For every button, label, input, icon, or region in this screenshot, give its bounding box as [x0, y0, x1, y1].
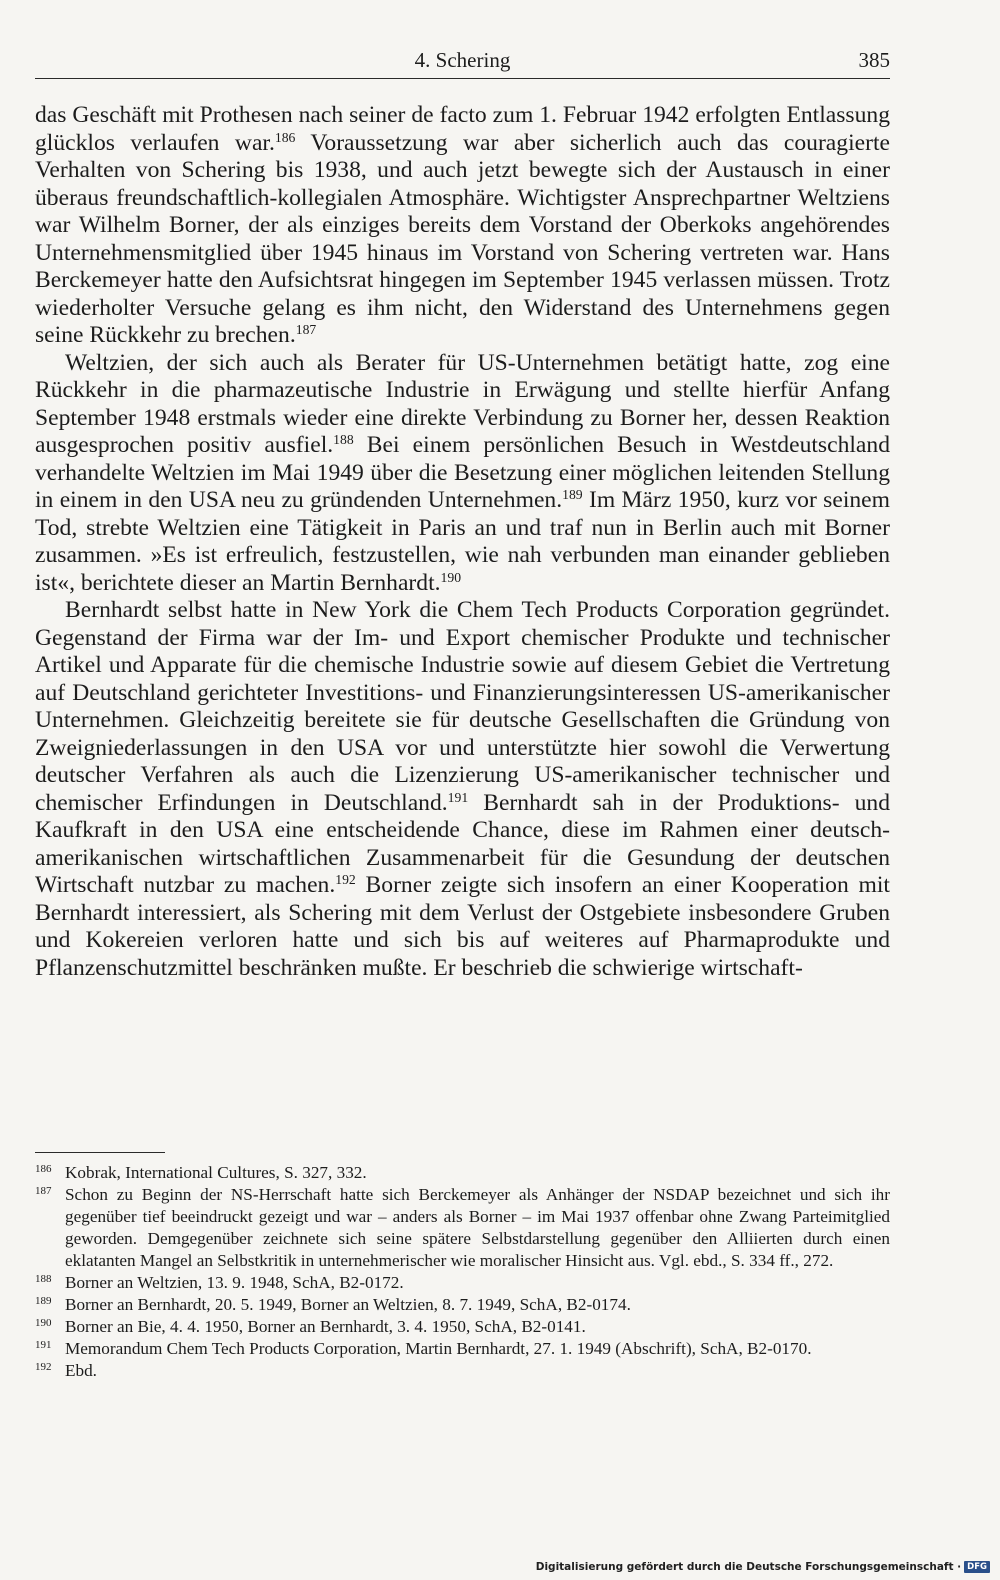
- footnote-188: [35, 1272, 890, 1294]
- footnote-187: [35, 1184, 890, 1272]
- footnote-text: Memorandum Chem Tech Products Corporation, Martin Bernhardt, 27. 1. 1949 (Abschrift), SchA, B2-0170.: [65, 1339, 812, 1358]
- footnote-number: 191: [35, 1339, 52, 1351]
- paragraph-text: Weltzien, der sich auch als Berater für US-Unternehmen betätigt hatte, zog eine Rückkehr in die pharmazeutische Industrie in Erwägung und stellte hierfür Anfang September 1948 erstmals wieder eine direkte Verbindung zu Borner her, dessen Reaktion ausgesprochen positiv ausfiel.: [35, 349, 890, 458]
- footnote-text: Ebd.: [65, 1361, 97, 1380]
- footnote-text: Kobrak, International Cultures, S. 327, 332.: [65, 1163, 367, 1182]
- footnote-189: [35, 1294, 890, 1316]
- page-number: 385: [858, 48, 890, 72]
- running-title: 4. Schering: [414, 48, 511, 72]
- footnote-number: 192: [35, 1361, 52, 1373]
- paragraph-3: [35, 597, 890, 982]
- footnote-192: [35, 1360, 890, 1382]
- dfg-logo-icon: DFG: [964, 1561, 990, 1573]
- footnote-number: 190: [35, 1317, 52, 1329]
- paragraph-text: Bei einem persönlichen Besuch in Westdeutschland verhandelte Weltzien im Mai 1949 über die Besetzung einer möglichen leitenden Stellung in einem in den USA neu zu gründenden Unternehmen.: [35, 432, 890, 513]
- footnote-186: [35, 1162, 890, 1184]
- footnote-ref[interactable]: 188: [333, 431, 354, 447]
- footnote-191: [35, 1338, 890, 1360]
- paragraph-text: Borner zeigte sich insofern an einer Kooperation mit Bernhardt interessiert, als Schering mit dem Verlust der Ostgebiete insbesondere Gruben und Kokereien verloren hatte und sich bis auf weiteres auf Pharmaprodukte und Pflanzenschutzmittel beschränken mußte. Er beschrieb die schwierige wirtschaft-: [35, 872, 890, 981]
- paragraph-text: Voraussetzung war aber sicherlich auch das couragierte Verhalten von Schering bis 1938, und auch jetzt bewegte sich der Austausch in einer überaus freundschaftlich-kollegialen Atmosphäre. Wichtigster Ansprechpartner Weltziens war Wilhelm Borner, der als einziges bereits dem Vorstand der Oberkoks angehörendes Unternehmensmitglied über 1945 hinaus im Vorstand von Schering vertreten war. Hans Berckemeyer hatte den Aufsichtsrat hingegen im September 1945 verlassen müssen. Trotz wiederholter Versuche gelang es ihm nicht, den Widerstand des Unternehmens gegen seine Rückkehr zu brechen.: [35, 129, 890, 348]
- footnote-divider: [35, 1152, 165, 1153]
- footnote-number: 187: [35, 1185, 52, 1197]
- paragraph-text: das Geschäft mit Prothesen nach seiner de facto zum 1. Februar 1942 erfolgten Entlassung glücklos verlaufen war.: [35, 102, 890, 156]
- footnote-number: 186: [35, 1163, 52, 1175]
- running-header: [35, 44, 890, 79]
- paragraph-2: [35, 350, 890, 598]
- paragraph-text: Bernhardt selbst hatte in New York die Chem Tech Products Corporation gegründet. Gegenstand der Firma war der Im- und Export chemischer Produkte und technischer Artikel und Apparate für die chemische Industrie sowie auf diesem Gebiet die Vertretung auf Deutschland gerichteter Investitions- und Finanzierungsinteressen US-amerikanischer Unternehmen. Gleichzeitig bereitete sie für deutsche Gesellschaften die Gründung von Zweigniederlassungen in den USA vor und unterstützte hier sowohl die Verwertung deutscher Verfahren als auch die Lizenzierung US-amerikanischer technischer und chemischer Erfindungen in Deutschland.: [35, 597, 890, 816]
- paragraph-text: Im März 1950, kurz vor seinem Tod, strebte Weltzien eine Tätigkeit in Paris an und traf nun in Berlin auch mit Borner zusammen. »Es ist erfreulich, festzustellen, wie nah verbunden man einander geblieben ist«, berichtete dieser an Martin Bernhardt.: [35, 487, 891, 596]
- footnotes: [35, 1162, 890, 1382]
- footnote-ref[interactable]: 192: [335, 871, 356, 887]
- scan-credit-text: Digitalisierung gefördert durch die Deutsche Forschungsgemeinschaft ·: [535, 1561, 962, 1573]
- scan-credit: [536, 1561, 990, 1573]
- footnote-text: Borner an Weltzien, 13. 9. 1948, SchA, B2-0172.: [65, 1273, 404, 1292]
- footnote-text: Borner an Bernhardt, 20. 5. 1949, Borner an Weltzien, 8. 7. 1949, SchA, B2-0174.: [65, 1295, 631, 1314]
- footnote-ref[interactable]: 190: [440, 569, 462, 585]
- paragraph-text: Bernhardt sah in der Produktions- und Kaufkraft in den USA eine entscheidende Chance, diese im Rahmen einer deutsch-amerikanischen wirtschaftlichen Zusammenarbeit für die Gesundung der deutschen Wirtschaft nutzbar zu machen.: [35, 789, 890, 898]
- footnote-text: Schon zu Beginn der NS-Herrschaft hatte sich Berckemeyer als Anhänger der NSDAP bezeichnet und sich ihr gegenüber tief beeindruckt gezeigt und war – anders als Borner – im Mai 1937 offenbar ohne Zwang Parteimitglied geworden. Demgegenüber zeichnete sich seine spätere Selbstdarstellung gegenüber den Alliierten durch einen eklatanten Mangel an Selbstkritik in unternehmerischer wie moralischer Hinsicht aus. Vgl. ebd., S. 334 ff., 272.: [65, 1185, 890, 1270]
- footnote-number: 189: [35, 1295, 52, 1307]
- body-text: [35, 102, 890, 982]
- footnote-ref[interactable]: 186: [274, 129, 296, 145]
- footnote-text: Borner an Bie, 4. 4. 1950, Borner an Bernhardt, 3. 4. 1950, SchA, B2-0141.: [65, 1317, 586, 1336]
- footnote-number: 188: [35, 1273, 52, 1285]
- footnote-ref[interactable]: 187: [295, 321, 317, 337]
- paragraph-1: [35, 102, 890, 350]
- footnote-190: [35, 1316, 890, 1338]
- footnote-ref[interactable]: 191: [447, 789, 469, 805]
- footnote-ref[interactable]: 189: [562, 486, 583, 502]
